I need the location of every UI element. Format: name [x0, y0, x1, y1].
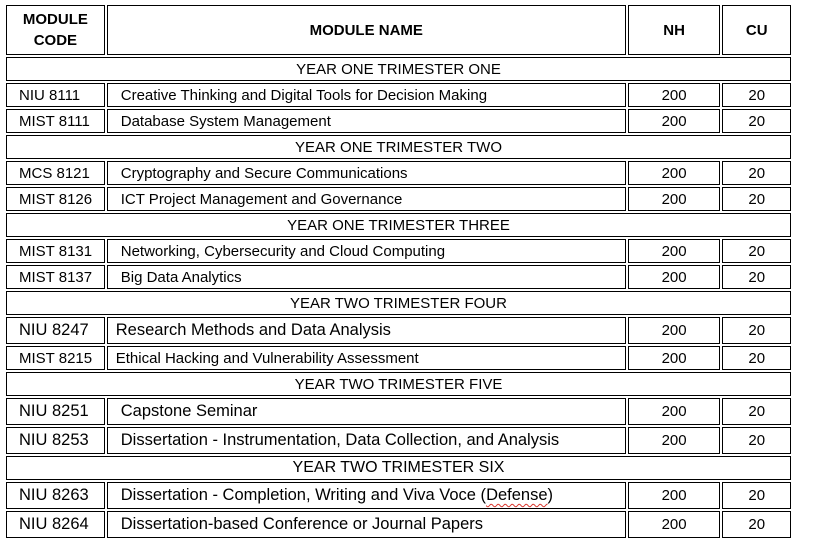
module-cu: 20 [722, 398, 791, 425]
module-cu: 20 [722, 511, 791, 538]
module-nh: 200 [628, 317, 721, 344]
header-module-name: MODULE NAME [107, 5, 626, 55]
module-cu: 20 [722, 83, 791, 107]
module-code: NIU 8111 [6, 83, 105, 107]
table-row [6, 161, 791, 185]
section-title: YEAR ONE TRIMESTER TWO [6, 135, 791, 159]
module-code: NIU 8251 [6, 398, 105, 425]
module-nh: 200 [628, 265, 721, 289]
module-cu: 20 [722, 427, 791, 454]
table-row [6, 511, 791, 538]
section-row [6, 456, 791, 480]
module-name: Database System Management [107, 109, 626, 133]
module-code: NIU 8247 [6, 317, 105, 344]
module-name: Dissertation - Completion, Writing and Viva Voce (Defense) [107, 482, 626, 509]
module-cu: 20 [722, 265, 791, 289]
section-row [6, 213, 791, 237]
module-nh: 200 [628, 398, 721, 425]
section-title: YEAR TWO TRIMESTER SIX [6, 456, 791, 480]
module-code: MIST 8126 [6, 187, 105, 211]
module-code: MCS 8121 [6, 161, 105, 185]
module-name: Networking, Cybersecurity and Cloud Computing [107, 239, 626, 263]
module-cu: 20 [722, 239, 791, 263]
spellcheck-flagged-word: Defense [486, 486, 548, 504]
table-row [6, 83, 791, 107]
module-name: Capstone Seminar [107, 398, 626, 425]
module-nh: 200 [628, 83, 721, 107]
module-table [4, 3, 793, 540]
module-name: Creative Thinking and Digital Tools for Decision Making [107, 83, 626, 107]
module-code: NIU 8263 [6, 482, 105, 509]
module-cu: 20 [722, 187, 791, 211]
table-row [6, 482, 791, 509]
module-name: Cryptography and Secure Communications [107, 161, 626, 185]
header-module-code: MODULE CODE [6, 5, 105, 55]
table-row [6, 187, 791, 211]
header-cu: CU [722, 5, 791, 55]
header-nh: NH [628, 5, 721, 55]
module-code: MIST 8215 [6, 346, 105, 370]
table-row [6, 317, 791, 344]
module-nh: 200 [628, 427, 721, 454]
table-row [6, 427, 791, 454]
table-row [6, 265, 791, 289]
module-cu: 20 [722, 482, 791, 509]
module-nh: 200 [628, 482, 721, 509]
section-title: YEAR ONE TRIMESTER ONE [6, 57, 791, 81]
section-title: YEAR ONE TRIMESTER THREE [6, 213, 791, 237]
section-row [6, 135, 791, 159]
module-nh: 200 [628, 187, 721, 211]
section-title: YEAR TWO TRIMESTER FIVE [6, 372, 791, 396]
table-row [6, 109, 791, 133]
section-title: YEAR TWO TRIMESTER FOUR [6, 291, 791, 315]
module-name: ICT Project Management and Governance [107, 187, 626, 211]
module-nh: 200 [628, 346, 721, 370]
module-code: NIU 8253 [6, 427, 105, 454]
module-code: NIU 8264 [6, 511, 105, 538]
module-cu: 20 [722, 346, 791, 370]
table-row [6, 398, 791, 425]
section-row [6, 372, 791, 396]
table-row [6, 239, 791, 263]
module-name: Research Methods and Data Analysis [107, 317, 626, 344]
module-name: Dissertation-based Conference or Journal Papers [107, 511, 626, 538]
module-cu: 20 [722, 317, 791, 344]
module-name: Ethical Hacking and Vulnerability Assessment [107, 346, 626, 370]
section-row [6, 57, 791, 81]
module-name: Dissertation - Instrumentation, Data Collection, and Analysis [107, 427, 626, 454]
module-code: MIST 8137 [6, 265, 105, 289]
module-nh: 200 [628, 161, 721, 185]
table-header-row [6, 5, 791, 55]
module-nh: 200 [628, 109, 721, 133]
table-row [6, 346, 791, 370]
module-nh: 200 [628, 239, 721, 263]
module-nh: 200 [628, 511, 721, 538]
module-name: Big Data Analytics [107, 265, 626, 289]
section-row [6, 291, 791, 315]
module-code: MIST 8111 [6, 109, 105, 133]
module-cu: 20 [722, 161, 791, 185]
module-cu: 20 [722, 109, 791, 133]
module-code: MIST 8131 [6, 239, 105, 263]
